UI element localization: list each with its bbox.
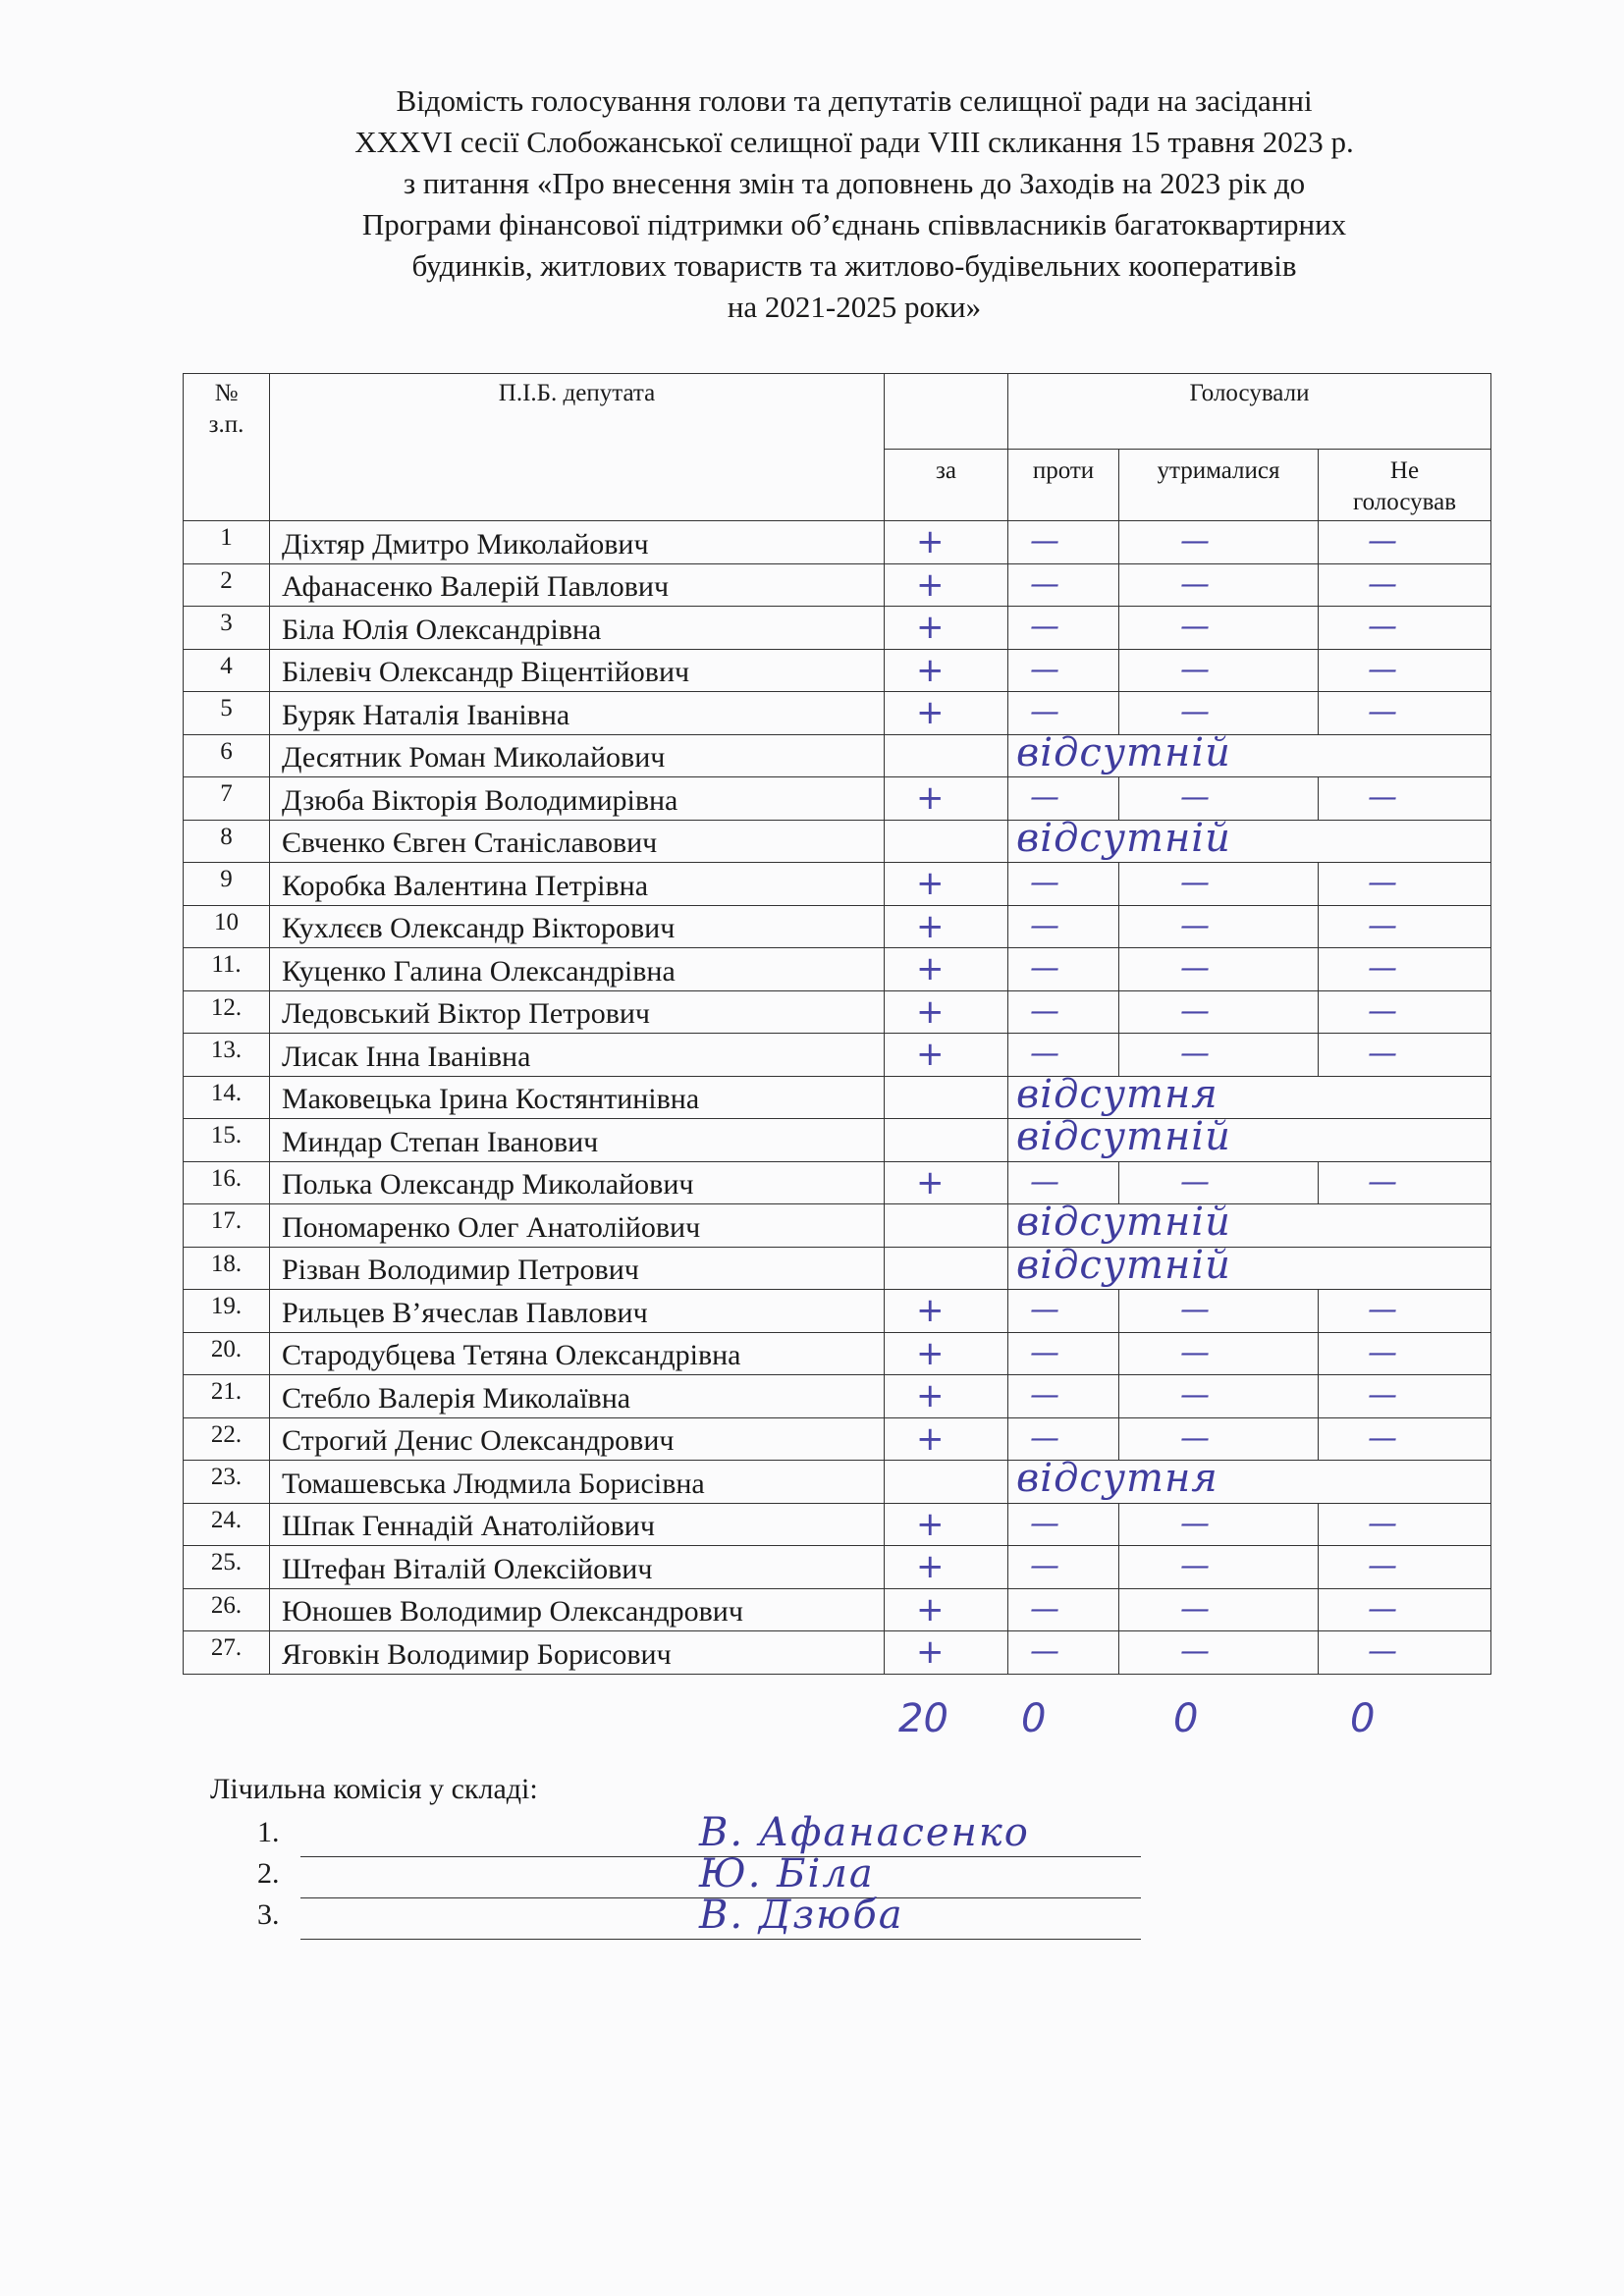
vote-for-cell (885, 649, 1008, 692)
deputy-name: Миндар Степан Іванович (270, 1119, 885, 1162)
vote-against-cell (1008, 1631, 1119, 1675)
vote-mark: — (1030, 1634, 1059, 1669)
vote-for-cell (885, 1546, 1008, 1589)
vote-mark: — (1368, 1293, 1397, 1327)
vote-not-voted-cell (1319, 1375, 1491, 1418)
table-row (184, 905, 1491, 948)
vote-mark: — (1368, 1164, 1397, 1200)
vote-mark: — (1368, 1634, 1397, 1669)
vote-abstained-cell (1119, 1290, 1319, 1333)
vote-abstained-cell (1119, 1375, 1319, 1418)
header-not-voted: Не голосував (1319, 450, 1491, 521)
vote-mark: + (916, 1035, 945, 1074)
vote-against-cell (1008, 1375, 1119, 1418)
title-line: на 2021-2025 роки» (727, 290, 982, 324)
header-number: № з.п. (184, 374, 270, 521)
table-row (184, 1119, 1491, 1162)
table-row (184, 990, 1491, 1034)
vote-mark: — (1030, 695, 1059, 729)
vote-for-cell (885, 1247, 1008, 1290)
deputy-name: Кухлєєв Олександр Вікторович (270, 905, 885, 948)
row-number: 12. (184, 990, 270, 1034)
vote-mark: — (1368, 652, 1397, 687)
member-number: 3. (257, 1898, 280, 1931)
absent-cell (1008, 729, 1491, 777)
vote-mark: + (916, 906, 945, 946)
vote-mark: — (1030, 951, 1059, 986)
vote-mark: — (1030, 1420, 1059, 1456)
vote-mark: — (1030, 524, 1059, 559)
row-number: 21. (184, 1375, 270, 1418)
vote-mark: — (1030, 908, 1059, 943)
vote-mark: — (1030, 652, 1059, 687)
vote-mark: — (1030, 610, 1059, 644)
vote-mark: — (1180, 566, 1210, 602)
vote-for-cell (885, 1417, 1008, 1461)
row-number: 18. (184, 1247, 270, 1290)
vote-mark: — (1368, 566, 1397, 602)
vote-mark: — (1368, 780, 1397, 815)
vote-for-cell (885, 563, 1008, 607)
vote-for-cell (885, 692, 1008, 735)
member-name: В. Дзюба (699, 1893, 904, 1938)
vote-for-cell (885, 1034, 1008, 1077)
vote-abstained-cell (1119, 607, 1319, 650)
vote-mark: — (1180, 866, 1210, 900)
row-number: 2 (184, 563, 270, 607)
vote-mark: — (1368, 866, 1397, 900)
vote-not-voted-cell (1319, 692, 1491, 735)
table-row (184, 820, 1491, 863)
title-line: Відомість голосування голови та депутатів селищної ради на засіданні (396, 83, 1313, 118)
vote-mark: — (1030, 993, 1059, 1029)
row-number: 14. (184, 1076, 270, 1119)
vote-against-cell (1008, 1034, 1119, 1077)
deputy-name: Біла Юлія Олександрівна (270, 607, 885, 650)
vote-mark: — (1368, 695, 1397, 729)
vote-mark: — (1368, 1549, 1397, 1583)
header-abstained: утрималися (1119, 450, 1319, 521)
vote-against-cell (1008, 863, 1119, 906)
vote-abstained-cell (1119, 948, 1319, 991)
absent-note: відсутній (1016, 1200, 1231, 1245)
vote-abstained-cell (1119, 777, 1319, 821)
deputy-name: Шпак Геннадій Анатолійович (270, 1503, 885, 1546)
vote-mark: + (916, 608, 945, 647)
vote-against-cell (1008, 521, 1119, 564)
vote-not-voted-cell (1319, 607, 1491, 650)
vote-not-voted-cell (1319, 521, 1491, 564)
vote-mark: — (1030, 866, 1059, 900)
vote-abstained-cell (1119, 1417, 1319, 1461)
vote-mark: — (1368, 610, 1397, 644)
table-row (184, 607, 1491, 650)
table-row (184, 1247, 1491, 1290)
vote-mark: — (1030, 1378, 1059, 1413)
vote-against-cell (1008, 777, 1119, 821)
table-row (184, 1588, 1491, 1631)
absent-cell (1008, 1114, 1491, 1162)
member-number: 1. (257, 1816, 280, 1848)
vote-mark: + (916, 522, 945, 561)
row-number: 22. (184, 1417, 270, 1461)
row-number: 19. (184, 1290, 270, 1333)
deputy-name: Стародубцева Тетяна Олександрівна (270, 1332, 885, 1375)
vote-not-voted-cell (1319, 563, 1491, 607)
vote-not-voted-cell (1319, 990, 1491, 1034)
vote-mark: — (1180, 1335, 1210, 1370)
absent-note: відсутня (1016, 1071, 1218, 1117)
vote-mark: — (1368, 908, 1397, 943)
vote-against-cell (1008, 1417, 1119, 1461)
deputy-name: Штефан Віталій Олексійович (270, 1546, 885, 1589)
row-number: 15. (184, 1119, 270, 1162)
vote-mark: — (1368, 1591, 1397, 1627)
table-row (184, 777, 1491, 821)
vote-for-cell (885, 948, 1008, 991)
vote-not-voted-cell (1319, 1631, 1491, 1675)
vote-mark: — (1180, 1293, 1210, 1327)
vote-mark: — (1030, 566, 1059, 602)
deputy-name: Томашевська Людмила Борисівна (270, 1461, 885, 1504)
vote-abstained-cell (1119, 649, 1319, 692)
vote-against-cell (1008, 1332, 1119, 1375)
deputy-name: Полька Олександр Миколайович (270, 1161, 885, 1204)
vote-mark: + (916, 1547, 945, 1586)
absent-note: відсутня (1016, 1456, 1218, 1501)
deputy-name: Євченко Євген Станіславович (270, 820, 885, 863)
total-against: 0 (1021, 1696, 1047, 1741)
vote-for-cell (885, 1332, 1008, 1375)
deputy-name: Пономаренко Олег Анатолійович (270, 1204, 885, 1248)
vote-mark: — (1180, 524, 1210, 559)
vote-abstained-cell (1119, 990, 1319, 1034)
row-number: 1 (184, 521, 270, 564)
table-row (184, 692, 1491, 735)
vote-mark: — (1368, 1420, 1397, 1456)
vote-not-voted-cell (1319, 1290, 1491, 1333)
vote-abstained-cell (1119, 1503, 1319, 1546)
vote-against-cell (1008, 1161, 1119, 1204)
vote-mark: — (1030, 1293, 1059, 1327)
row-number: 5 (184, 692, 270, 735)
vote-mark: + (916, 1376, 945, 1415)
title-line: будинків, житлових товариств та житлово-будівельних кооперативів (411, 248, 1297, 283)
row-number: 16. (184, 1161, 270, 1204)
vote-for-cell (885, 1375, 1008, 1418)
vote-against-cell (1008, 990, 1119, 1034)
vote-abstained-cell (1119, 1546, 1319, 1589)
vote-against-cell (1008, 1290, 1119, 1333)
header-name: П.І.Б. депутата (270, 374, 885, 521)
row-number: 25. (184, 1546, 270, 1589)
vote-mark: — (1030, 1506, 1059, 1541)
title-line: Програми фінансової підтримки об’єднань співвласників багатоквартирних (361, 207, 1347, 241)
vote-mark: — (1368, 1335, 1397, 1370)
deputy-name: Ледовський Віктор Петрович (270, 990, 885, 1034)
vote-against-cell (1008, 692, 1119, 735)
vote-for-cell (885, 1204, 1008, 1248)
table-row (184, 1076, 1491, 1119)
vote-mark: — (1368, 951, 1397, 986)
total-abstained: 0 (1173, 1696, 1199, 1741)
vote-mark: — (1030, 1591, 1059, 1627)
table-row (184, 1503, 1491, 1546)
vote-mark: + (916, 778, 945, 818)
header-voted: Голосували (1008, 374, 1491, 450)
absent-note: відсутній (1016, 1114, 1231, 1159)
table-row (184, 563, 1491, 607)
vote-mark: — (1180, 780, 1210, 815)
vote-against-cell (1008, 905, 1119, 948)
vote-mark: — (1180, 908, 1210, 943)
vote-mark: — (1180, 610, 1210, 644)
vote-abstained-cell (1119, 1161, 1319, 1204)
table-row (184, 1034, 1491, 1077)
deputy-name: Коробка Валентина Петрівна (270, 863, 885, 906)
deputy-name: Стебло Валерія Миколаївна (270, 1375, 885, 1418)
vote-for-cell (885, 1076, 1008, 1119)
table-row (184, 1332, 1491, 1375)
deputy-name: Буряк Наталія Іванівна (270, 692, 885, 735)
vote-mark: — (1030, 780, 1059, 815)
absent-cell (1008, 1456, 1491, 1504)
deputy-name: Яговкін Володимир Борисович (270, 1631, 885, 1675)
title-line: з питання «Про внесення змін та доповнень до Заходів на 2023 рік до (403, 166, 1306, 200)
row-number: 27. (184, 1631, 270, 1675)
deputy-name: Білевіч Олександр Віцентійович (270, 649, 885, 692)
table-row (184, 649, 1491, 692)
vote-for-cell (885, 521, 1008, 564)
vote-mark: + (916, 1291, 945, 1330)
vote-mark: — (1030, 1335, 1059, 1370)
vote-mark: — (1180, 652, 1210, 687)
deputy-name: Лисак Інна Іванівна (270, 1034, 885, 1077)
header-blank (885, 374, 1008, 450)
vote-mark: + (916, 564, 945, 605)
vote-against-cell (1008, 649, 1119, 692)
total-for: 20 (898, 1696, 948, 1741)
table-row (184, 1417, 1491, 1461)
row-number: 11. (184, 948, 270, 991)
total-not-voted: 0 (1350, 1696, 1376, 1741)
vote-not-voted-cell (1319, 948, 1491, 991)
deputy-name: Рильцев В’ячеслав Павлович (270, 1290, 885, 1333)
commission-member (257, 1893, 1141, 1942)
table-row (184, 521, 1491, 564)
vote-against-cell (1008, 1588, 1119, 1631)
vote-for-cell (885, 1631, 1008, 1675)
table-row (184, 948, 1491, 991)
vote-mark: + (916, 949, 945, 988)
row-number: 26. (184, 1588, 270, 1631)
vote-against-cell (1008, 607, 1119, 650)
table-row (184, 1161, 1491, 1204)
absent-note: відсутній (1016, 1242, 1231, 1288)
vote-abstained-cell (1119, 1332, 1319, 1375)
row-number: 7 (184, 777, 270, 821)
vote-not-voted-cell (1319, 1034, 1491, 1077)
vote-abstained-cell (1119, 863, 1319, 906)
absent-note: відсутній (1016, 815, 1231, 861)
table-row (184, 1290, 1491, 1333)
vote-abstained-cell (1119, 1034, 1319, 1077)
vote-not-voted-cell (1319, 1546, 1491, 1589)
vote-abstained-cell (1119, 521, 1319, 564)
absent-cell (1008, 815, 1491, 863)
deputy-name: Дзюба Вікторія Володимирівна (270, 777, 885, 821)
row-number: 3 (184, 607, 270, 650)
vote-mark: + (916, 1333, 945, 1373)
absent-cell (1008, 1200, 1491, 1248)
absent-note: відсутній (1016, 729, 1231, 775)
vote-for-cell (885, 777, 1008, 821)
member-name: Ю. Біла (699, 1851, 875, 1896)
table-row (184, 734, 1491, 777)
deputy-name: Десятник Роман Миколайович (270, 734, 885, 777)
vote-not-voted-cell (1319, 863, 1491, 906)
vote-not-voted-cell (1319, 1417, 1491, 1461)
row-number: 4 (184, 649, 270, 692)
vote-for-cell (885, 1290, 1008, 1333)
deputy-name: Куценко Галина Олександрівна (270, 948, 885, 991)
vote-mark: — (1030, 1037, 1059, 1071)
vote-not-voted-cell (1319, 1161, 1491, 1204)
document-title (177, 80, 1532, 328)
vote-not-voted-cell (1319, 1588, 1491, 1631)
vote-against-cell (1008, 1503, 1119, 1546)
vote-mark: — (1180, 1591, 1210, 1627)
vote-mark: + (916, 1162, 945, 1202)
vote-not-voted-cell (1319, 777, 1491, 821)
vote-mark: — (1180, 1378, 1210, 1413)
vote-mark: + (916, 1589, 945, 1629)
vote-mark: — (1368, 993, 1397, 1029)
vote-mark: + (916, 1632, 945, 1672)
vote-for-cell (885, 1588, 1008, 1631)
vote-mark: + (916, 864, 945, 903)
header-for: за (885, 450, 1008, 521)
vote-for-cell (885, 1461, 1008, 1504)
vote-mark: — (1180, 993, 1210, 1029)
vote-mark: — (1180, 1506, 1210, 1541)
vote-for-cell (885, 607, 1008, 650)
absent-cell (1008, 1071, 1491, 1119)
vote-for-cell (885, 863, 1008, 906)
deputy-name: Маковецька Ірина Костянтинівна (270, 1076, 885, 1119)
vote-for-cell (885, 990, 1008, 1034)
vote-not-voted-cell (1319, 1503, 1491, 1546)
vote-against-cell (1008, 1546, 1119, 1589)
vote-for-cell (885, 820, 1008, 863)
vote-not-voted-cell (1319, 905, 1491, 948)
vote-mark: — (1030, 1164, 1059, 1200)
commission-title: Лічильна комісія у складі: (210, 1773, 538, 1805)
table-row (184, 1546, 1491, 1589)
absent-cell (1008, 1242, 1491, 1290)
vote-mark: — (1368, 1037, 1397, 1071)
deputy-name: Юношев Володимир Олександрович (270, 1588, 885, 1631)
vote-mark: — (1180, 695, 1210, 729)
vote-mark: — (1180, 1634, 1210, 1669)
deputy-name: Різван Володимир Петрович (270, 1247, 885, 1290)
vote-mark: + (916, 1418, 945, 1459)
vote-for-cell (885, 905, 1008, 948)
vote-not-voted-cell (1319, 649, 1491, 692)
table-row (184, 1461, 1491, 1504)
table-row (184, 1631, 1491, 1675)
vote-against-cell (1008, 563, 1119, 607)
vote-mark: — (1180, 1549, 1210, 1583)
row-number: 24. (184, 1503, 270, 1546)
vote-mark: — (1368, 1506, 1397, 1541)
vote-abstained-cell (1119, 905, 1319, 948)
vote-mark: — (1030, 1549, 1059, 1583)
vote-mark: — (1180, 1037, 1210, 1071)
vote-mark: + (916, 991, 945, 1032)
vote-abstained-cell (1119, 1631, 1319, 1675)
row-number: 23. (184, 1461, 270, 1504)
deputy-name: Строгий Денис Олександрович (270, 1417, 885, 1461)
header-against: проти (1008, 450, 1119, 521)
row-number: 17. (184, 1204, 270, 1248)
vote-abstained-cell (1119, 563, 1319, 607)
row-number: 13. (184, 1034, 270, 1077)
member-name: В. Афанасенко (699, 1810, 1030, 1855)
vote-not-voted-cell (1319, 1332, 1491, 1375)
row-number: 20. (184, 1332, 270, 1375)
vote-for-cell (885, 1503, 1008, 1546)
voting-table (183, 373, 1491, 1675)
vote-mark: — (1180, 1420, 1210, 1456)
vote-mark: + (916, 693, 945, 732)
table-row (184, 863, 1491, 906)
vote-for-cell (885, 1161, 1008, 1204)
table-row (184, 1204, 1491, 1248)
row-number: 8 (184, 820, 270, 863)
deputy-name: Афанасенко Валерій Павлович (270, 563, 885, 607)
vote-mark: + (916, 1504, 945, 1544)
vote-abstained-cell (1119, 692, 1319, 735)
vote-mark: — (1180, 951, 1210, 986)
vote-mark: — (1180, 1164, 1210, 1200)
vote-for-cell (885, 1119, 1008, 1162)
member-number: 2. (257, 1857, 280, 1890)
row-number: 6 (184, 734, 270, 777)
vote-abstained-cell (1119, 1588, 1319, 1631)
table-row (184, 1375, 1491, 1418)
vote-mark: — (1368, 524, 1397, 559)
row-number: 10 (184, 905, 270, 948)
vote-against-cell (1008, 948, 1119, 991)
vote-for-cell (885, 734, 1008, 777)
vote-mark: — (1368, 1378, 1397, 1413)
title-line: XXXVI сесії Слобожанської селищної ради VIII скликання 15 травня 2023 р. (354, 125, 1354, 159)
vote-mark: + (916, 650, 945, 690)
deputy-name: Діхтяр Дмитро Миколайович (270, 521, 885, 564)
row-number: 9 (184, 863, 270, 906)
signature-line (300, 1939, 1141, 1940)
